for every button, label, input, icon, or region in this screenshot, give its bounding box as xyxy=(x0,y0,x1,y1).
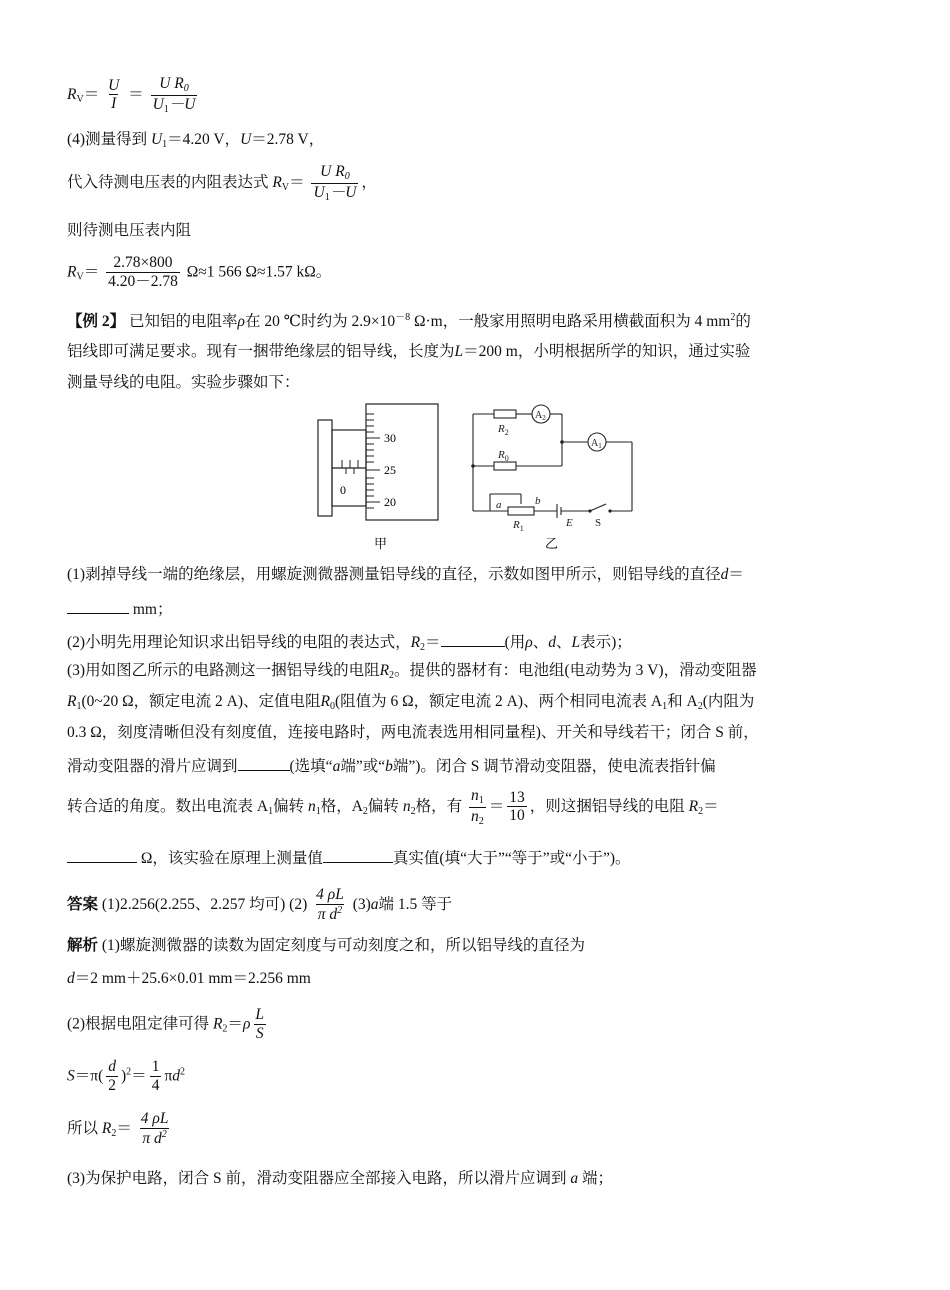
zero-label: 0 xyxy=(340,483,346,497)
svg-text:a: a xyxy=(496,499,502,511)
svg-text:A2: $A_2$ xyxy=(535,410,546,422)
answer-line: 答案 (1)2.256(2.255、2.257 均可) (2) $\frac{4 \rho L}{\pi d^2}$ (3)a端 1.5 等于 xyxy=(67,886,453,923)
analysis-line: 解析 (1)螺旋测微器的读数为固定刻度与可动刻度之和，所以铝导线的直径为 xyxy=(67,937,585,954)
svg-text:R0: $R_0$ xyxy=(498,449,509,463)
text-line: 测量导线的电阻。实验步骤如下： xyxy=(67,374,300,391)
answer-blank[interactable] xyxy=(238,755,290,771)
switch-dot xyxy=(608,509,611,512)
substitution-line: 代入待测电压表的内阻表达式 $R_V=$ $\frac{U R_0}{U_1-U}$ ， xyxy=(67,163,377,203)
answer-blank[interactable] xyxy=(67,598,129,614)
question-1: (1)剥掉导线一端的绝缘层，用螺旋测微器测量铝导线的直径，示数如图甲所示，则铝导线的直径d＝ xyxy=(67,566,744,583)
formula-line: 所以 $R_2=$ $\frac{4 \rho L}{\pi d^2}$ xyxy=(67,1110,169,1147)
text-line: $R_1(0\sim 20$ Ω，额定电流 2 A)、定值电阻$R_0$(阻值为 6 Ω，额定电流 2 A)、两个相同电流表 $A_1$和 $A_2$(内阻为 xyxy=(67,693,755,712)
experiment-figure xyxy=(310,398,650,558)
result-line: $R_V=$ $\frac{2.78\times 800}{4.20-2.78}$ Ω≈1 566 Ω≈1.57 kΩ。 xyxy=(67,254,332,290)
svg-text:S: S xyxy=(595,517,602,529)
text-line: (3)为保护电路，闭合 S 前，滑动变阻器应全部接入电路，所以滑片应调到 a 端； xyxy=(67,1170,613,1187)
scale-label-20: 20 xyxy=(384,495,396,509)
formula-line: (2)根据电阻定律可得 $R_2=\rho$ $\frac{L}{S}$ xyxy=(67,1006,265,1042)
formula-rv-derivation: $R_V=$ $\frac{U}{I}$ ＝ $\frac{U R_0}{U_1-U}$ xyxy=(67,75,196,115)
answer-blank[interactable] xyxy=(323,847,393,863)
text-line: 转合适的角度。数出电流表 $A_1$偏转 $n_1$格，$A_2$偏转 $n_2$格，有 $\frac{n_1}{n_2}$ ＝ $\frac{13}{10}$ ，则这捆铝导线的电阻 $R_2=$ xyxy=(67,787,719,827)
question-1-answer-line: mm； xyxy=(67,598,173,620)
switch-dot xyxy=(588,509,591,512)
svg-text:A1: $A_1$ xyxy=(591,438,602,450)
text-line: d＝2 mm＋25.6×0.01 mm＝2.256 mm xyxy=(67,970,311,987)
scale-label-25: 25 xyxy=(384,463,396,477)
figure-label-jia: 甲 xyxy=(374,536,388,551)
measurement-line: (4)测量得到 $U_1=4.20$ V，U＝2.78 V， xyxy=(67,131,325,150)
fraction: $\frac{U R_0}{U_1-U}$ xyxy=(152,75,196,115)
figure-label-yi: 乙 xyxy=(545,536,559,551)
svg-text:b: b xyxy=(535,495,541,507)
scale-label-30: 30 xyxy=(384,431,396,445)
text-line: 滑动变阻器的滑片应调到 (选填“a端”或“b端”)。闭合 S 调节滑动变阻器，使电流表指针偏 xyxy=(67,755,716,777)
question-2: (2)小明先用理论知识求出铝导线的电阻的表达式，$R_2=$ (用ρ、d、L表示)； xyxy=(67,631,632,654)
text-line: Ω，该实验在原理上测量值 真实值(填“大于”“等于”或“小于”)。 xyxy=(67,847,631,869)
junction-dot xyxy=(471,464,475,468)
answer-blank[interactable] xyxy=(441,631,505,647)
svg-text:E: E xyxy=(566,517,573,529)
text-line: 则待测电压表内阻 xyxy=(67,222,192,239)
answer-blank[interactable] xyxy=(67,847,137,863)
formula-line: S＝π( $\frac{d}{2}$ )$^2$＝ $\frac{1}{4}$ $\pi d^2$ xyxy=(67,1058,186,1094)
svg-text:R1: $R_1$ xyxy=(513,519,524,533)
question-3: (3)用如图乙所示的电路测这一捆铝导线的电阻$R_2$。提供的器材有：电池组(电动势为 3 V)，滑动变阻器 xyxy=(67,662,757,681)
example-header: 【例 2】 已知铝的电阻率ρ在 20 ℃时约为 $2.9\times 10^{-8}$ Ω·m，一般家用照明电路采用横截面积为 4 $mm^2$的 xyxy=(67,312,751,330)
text-line: 0.3 Ω，刻度清晰但没有刻度值，连接电路时，两电流表选用相同量程)、开关和导线若干；闭合 S 前， xyxy=(67,724,759,741)
micrometer-diagram xyxy=(318,404,438,551)
junction-dot xyxy=(560,440,564,444)
text-line: 铝线即可满足要求。现有一捆带绝缘层的铝导线，长度为L＝200 m，小明根据所学的知识，通过实验 xyxy=(67,343,751,360)
svg-text:R2: $R_2$ xyxy=(498,423,509,437)
fraction: $\frac{U}{I}$ xyxy=(108,76,120,113)
